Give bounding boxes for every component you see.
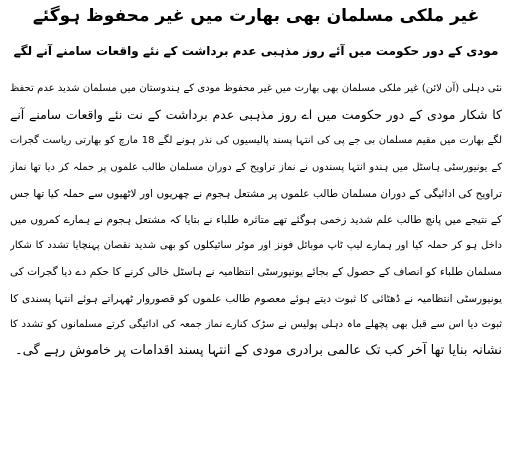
- body-line: کا شکار مودی کے دور حکومت میں اے روز مذہبی عدم برداشت کے نت نئے واقعات سامنے آنے: [10, 107, 502, 123]
- body-line: نشانہ بنایا تھا آخر کب تک عالمی برادری مودی کے انتہا پسند اقدامات پر خاموش رہے گی۔: [15, 342, 502, 358]
- article-subheadline: مودی کے دور حکومت میں آئے روز مذہبی عدم برداشت کے نئے واقعات سامنے آنے لگے: [13, 44, 499, 58]
- article-headline: غیر ملکی مسلمان بھی بھارت میں غیر محفوظ ہوگئے: [32, 6, 480, 26]
- body-line: یونیورسٹی انتظامیہ نے ڈھٹائی کا ثبوت دیتے ہوئے معصوم طالب علموں کو قصوروار ٹھہراتے ہوئے انتہا پسندی کا: [10, 292, 502, 305]
- body-line: داخل ہو کر حملہ کیا اور ہمارے لیپ ٹاپ موبائل فونز اور موٹر سائیکلوں کو بھی شدید نقصان پہنچایا تشدد کا شکار: [10, 240, 502, 252]
- body-line: مسلمان طلباء کو انصاف کے حصول کے بجائے یونیورسٹی انتظامیہ نے ہاسٹل خالی کرنے کا حکم دے دیا گجرات کی: [10, 266, 502, 279]
- body-line: کے یونیورسٹی ہاسٹل میں ہندو انتہا پسندوں نے نماز تراویح کے دوران مسلمان طالب علموں پر حملہ کر دیا تھا نماز: [10, 161, 502, 173]
- body-line: کے نتیجے میں پانچ طالب علم شدید زخمی ہوگئے تھے متاثرہ طلباء نے بتایا کہ مشتعل ہجوم نے ہمارے کمروں میں: [10, 213, 502, 226]
- body-line: نئی دہلی (آن لائن) غیر ملکی مسلمان بھی بھارت میں غیر محفوظ مودی کے ہندوستان میں مسلمان شدید عدم تحفظ: [10, 83, 502, 94]
- article-body: [10, 76, 502, 364]
- body-line: ثبوت دیا اس سے قبل بھی پچھلے ماہ دہلی پولیس نے سڑک کنارے نماز جمعہ کی ادائیگی کرتے مسلمانوں کو تشدد کا: [10, 318, 502, 330]
- body-line: تراویح کی ادائیگی کے دوران مسلمان طالب علموں پر مشتعل ہجوم نے چھریوں اور لاٹھیوں سے حملہ کیا تھا جس: [10, 187, 502, 200]
- body-line: لگے بھارت میں مقیم مسلمان بی جے پی کی انتہا پسند پالیسیوں کی نذر ہونے لگے 18 مارچ کو بھارتی ریاست گجرات: [10, 135, 502, 147]
